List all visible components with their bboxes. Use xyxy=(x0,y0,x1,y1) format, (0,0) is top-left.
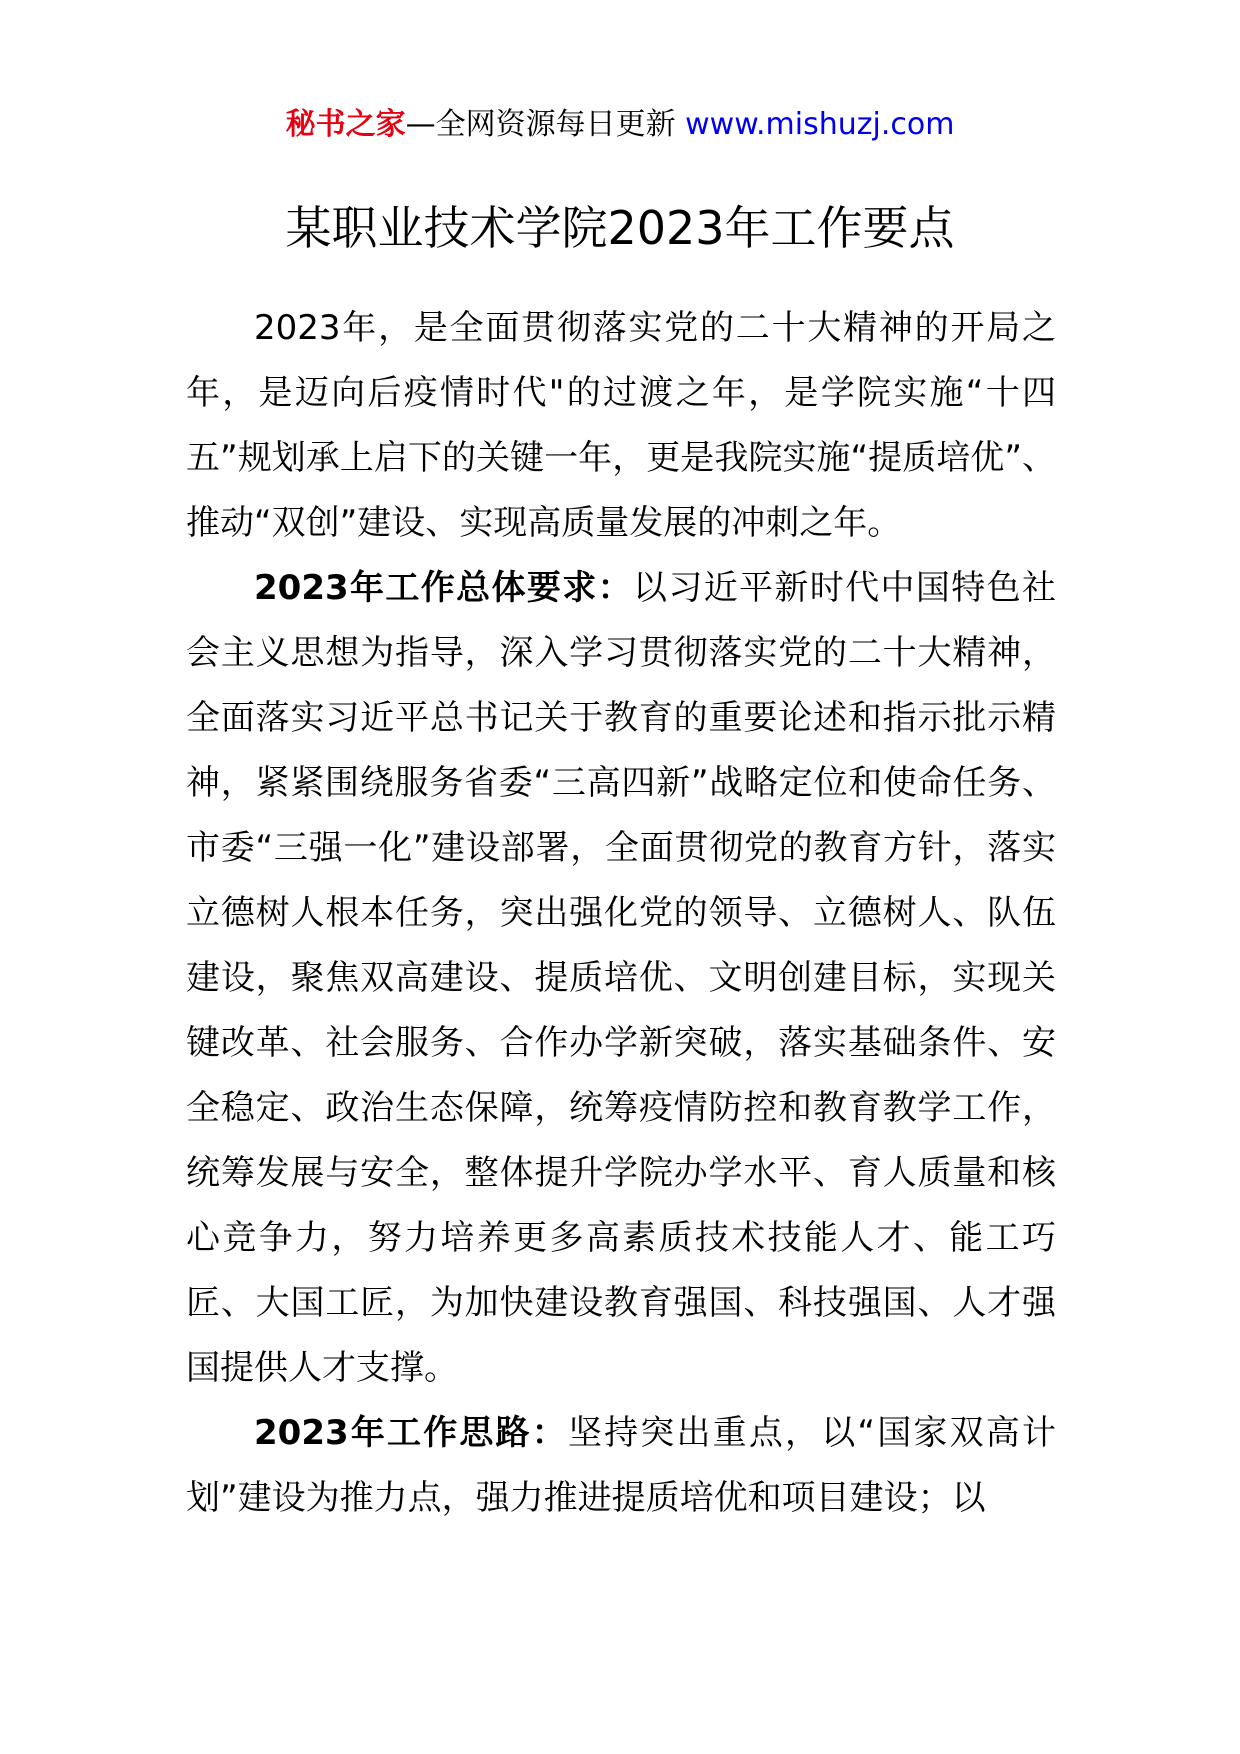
brand-name: 秘书之家 xyxy=(285,107,406,142)
requirements-text: 以习近平新时代中国特色社会主义思想为指导，深入学习贯彻落实党的二十大精神，全面落实习近平总书记关于教育的重要论述和指示批示精神，紧紧围绕服务省委“三高四新”战略定位和使命任务、市委“三强一化”建设部署，全面贯彻党的教育方针，落实立德树人根本任务，突出强化党的领导、立德树人、队伍建设，聚焦双高建设、提质培优、文明创建目标，实现关键改革、社会服务、合作办学新突破，落实基础条件、安全稳定、政治生态保障，统筹疫情防控和教育教学工作，统筹发展与安全，整体提升学院办学水平、育人质量和核心竞争力，努力培养更多高素质技术技能人才、能工巧匠、大国工匠，为加快建设教育强国、科技强国、人才强国提供人才支撑。 xyxy=(186,568,1056,1388)
header-tagline: —全网资源每日更新 xyxy=(405,107,676,142)
site-header xyxy=(0,100,1240,150)
document-title: 某职业技术学院2023年工作要点 xyxy=(285,201,955,255)
approach-paragraph xyxy=(186,1401,1056,1531)
requirements-paragraph xyxy=(186,556,1056,1401)
approach-heading: 2023年工作思路： xyxy=(254,1413,568,1453)
site-url-link[interactable]: www.mishuzj.com xyxy=(685,107,955,142)
requirements-heading: 2023年工作总体要求： xyxy=(254,568,633,608)
approach-text: 坚持突出重点，以“国家双高计划”建设为推力点，强力推进提质培优和项目建设；以 xyxy=(186,1413,1056,1518)
intro-paragraph: 2023年，是全面贯彻落实党的二十大精神的开局之年，是迈向后疫情时代"的过渡之年，是学院实施“十四五”规划承上启下的关键一年，更是我院实施“提质培优”、推动“双创”建设、实现高质量发展的冲刺之年。 xyxy=(186,308,1056,543)
document-body xyxy=(186,296,1056,1531)
